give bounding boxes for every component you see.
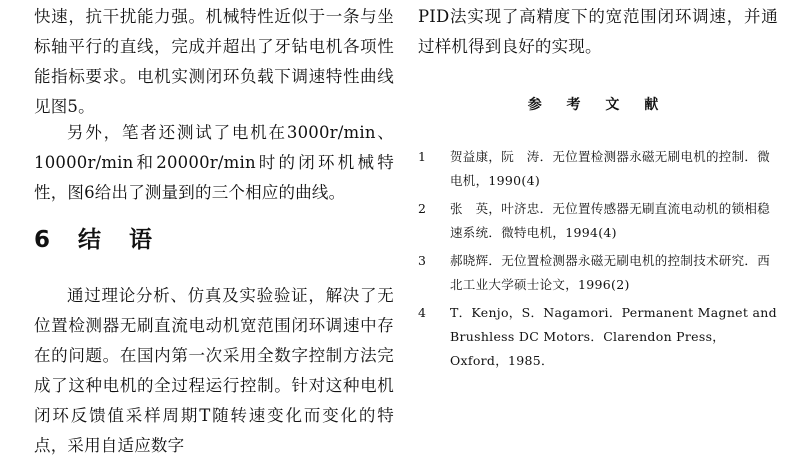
reference-text: 郝晓辉．无位置检测器永磁无刷电机的控制技术研究．西北工业大学硕士论文，1996(2)	[450, 253, 771, 292]
references-list	[418, 145, 778, 377]
section-heading-conclusion: 6 结 语	[34, 227, 163, 253]
reference-item	[418, 145, 778, 193]
reference-number: 1	[418, 149, 427, 164]
reference-item	[418, 249, 778, 297]
reference-item	[418, 301, 778, 373]
body-paragraph-2: 另外，笔者还测试了电机在3000r/min、10000r/min和20000r/min时的闭环机械特性，图6给出了测量到的三个相应的曲线。	[34, 123, 394, 202]
reference-text: 张 英，叶济忠．无位置传感器无刷直流电动机的锁相稳速系统．微特电机，1994(4)	[450, 201, 771, 240]
references-title: 参 考 文 献	[527, 97, 669, 113]
reference-text: 贺益康，阮 涛．无位置检测器永磁无刷电机的控制．微电机，1990(4)	[450, 149, 771, 188]
reference-text: T．Kenjo，S．Nagamori．Permanent Magnet and Brushless DC Motors．Clarendon Press，Oxford，1985．	[450, 305, 777, 368]
body-paragraph-3: 通过理论分析、仿真及实验验证，解决了无位置检测器无刷直流电动机宽范围闭环调速中存在的问题。在国内第一次采用全数字控制方法完成了这种电机的全过程运行控制。针对这种电机闭环反馈值采样周期T随转速变化而变化的特点，采用自适应数字	[34, 286, 394, 455]
reference-item	[418, 197, 778, 245]
reference-number: 3	[418, 253, 427, 268]
reference-number: 2	[418, 201, 427, 216]
body-paragraph-1: 快速，抗干扰能力强。机械特性近似于一条与坐标轴平行的直线，完成并超出了牙钻电机各项性能指标要求。电机实测闭环负载下调速特性曲线见图5。	[34, 7, 394, 116]
body-paragraph-continued: PID法实现了高精度下的宽范围闭环调速，并通过样机得到良好的实现。	[418, 7, 778, 56]
reference-number: 4	[418, 305, 427, 320]
